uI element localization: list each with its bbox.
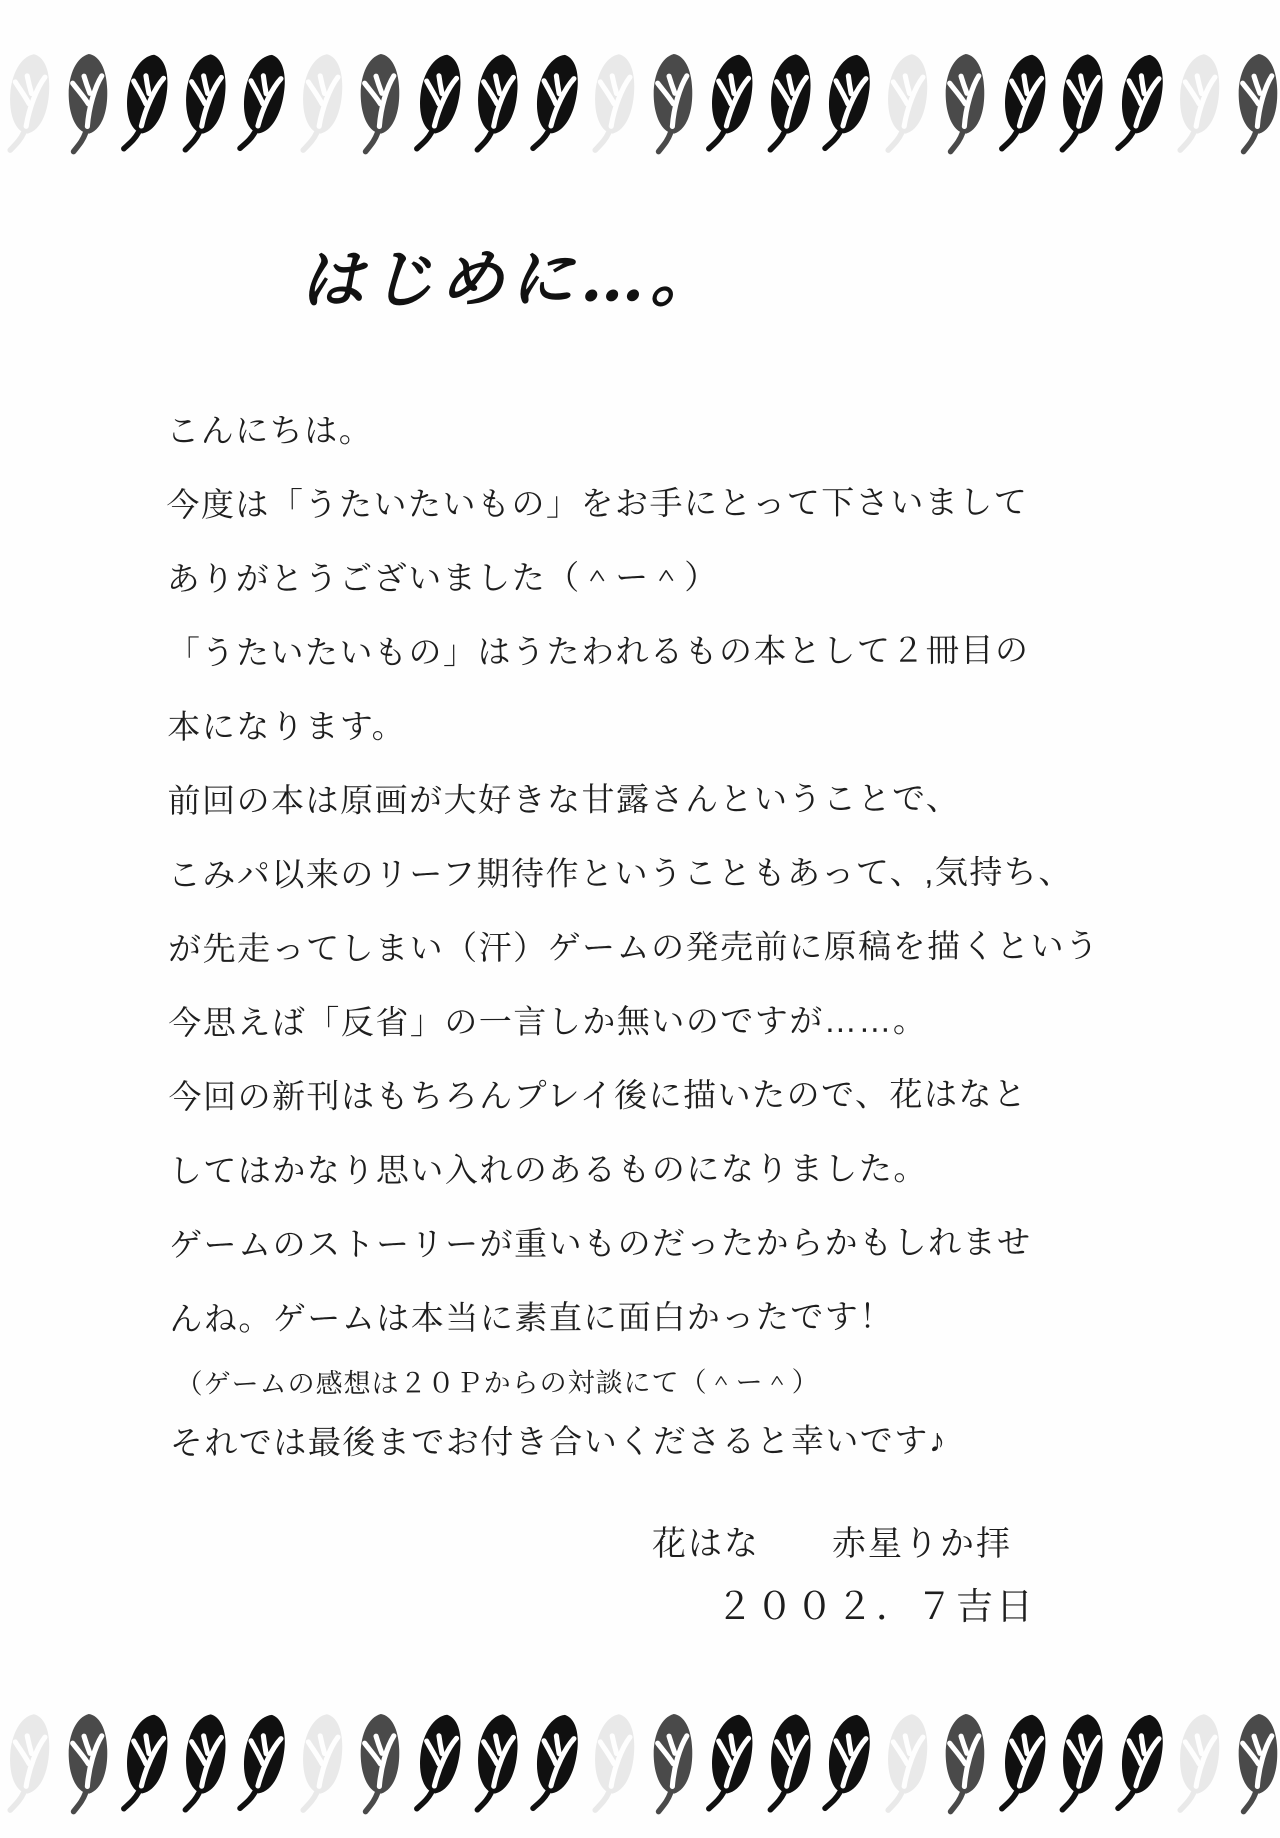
leaf-icon [1111, 1705, 1171, 1818]
leaf-icon [526, 1705, 586, 1818]
leaf-icon [762, 46, 818, 157]
leaf-icon [526, 45, 586, 158]
leaf-icon [233, 1705, 293, 1818]
author-signature: 花はな 赤星りか拝 [652, 1525, 1012, 1563]
leaf-icon [469, 46, 525, 157]
leaf-icon [346, 43, 413, 159]
text-line: こんにちは。 [166, 411, 374, 450]
leaf-border-bottom [0, 1706, 1280, 1824]
leaf-border-top [0, 46, 1280, 164]
leaf-icon [818, 45, 878, 158]
leaf-icon [878, 45, 936, 157]
text-line: 今思えば「反省」の一言しか無いのですが……。 [168, 1001, 928, 1042]
text-line: 「うたいたいもの」はうたわれるもの本として２冊目の [166, 631, 1030, 672]
leaf-icon [1224, 1703, 1280, 1819]
leaf-icon [410, 1705, 468, 1817]
leaf-icon [1170, 45, 1228, 157]
leaf-icon [1054, 1706, 1110, 1817]
leaf-icon [469, 1706, 525, 1817]
leaf-icon [995, 45, 1053, 157]
text-line: 前回の本は原画が大好きな甘露さんということで、 [167, 779, 961, 820]
leaf-icon [0, 1705, 58, 1817]
leaf-icon [410, 45, 468, 157]
text-line: してはかなり思い入れのあるものになりました。 [168, 1149, 928, 1190]
leaf-icon [1111, 45, 1171, 158]
page-title: はじめに…。 [299, 240, 721, 319]
text-line: 今回の新刊はもちろんプレイ後に描いたので、花はなと [168, 1075, 1028, 1116]
leaf-icon [1054, 46, 1110, 157]
text-line: 今度は「うたいたいもの」をお手にとって下さいまして [166, 483, 1029, 524]
leaf-icon [117, 1705, 175, 1817]
text-line: んね。ゲームは本当に素直に面白かったです！ [169, 1297, 894, 1338]
leaf-icon [702, 45, 760, 157]
leaf-icon [54, 1703, 121, 1819]
leaf-icon [177, 1706, 233, 1817]
leaf-icon [762, 1706, 818, 1817]
leaf-icon [233, 45, 293, 158]
leaf-icon [702, 1705, 760, 1817]
leaf-icon [54, 43, 121, 159]
leaf-icon [117, 45, 175, 157]
date-line: ２００２．７吉日 [716, 1586, 1036, 1627]
leaf-icon [639, 1703, 706, 1819]
leaf-icon [293, 45, 351, 157]
leaf-icon [1224, 43, 1280, 159]
leaf-icon [995, 1705, 1053, 1817]
leaf-icon [931, 43, 998, 159]
text-line: が先走ってしまい（汗）ゲームの発売前に原稿を描くという [167, 927, 1100, 968]
leaf-icon [293, 1705, 351, 1817]
text-line: それでは最後までお付き合いくださると幸いです♪ [169, 1421, 947, 1462]
leaf-icon [585, 45, 643, 157]
text-line: ゲームのストーリーが重いものだったからかもしれませ [169, 1223, 1032, 1264]
leaf-icon [931, 1703, 998, 1819]
leaf-icon [1170, 1705, 1228, 1817]
leaf-icon [639, 43, 706, 159]
leaf-icon [346, 1703, 413, 1819]
text-line: ありがとうございました（＾ー＾） [166, 558, 719, 598]
leaf-icon [878, 1705, 936, 1817]
leaf-icon [0, 45, 58, 157]
body-text [166, 392, 1100, 1475]
leaf-icon [177, 46, 233, 157]
leaf-icon [585, 1705, 643, 1817]
text-line: こみパ以来のリーフ期待作ということもあって、,気持ち、 [167, 853, 1073, 894]
leaf-icon [818, 1705, 878, 1818]
text-line: 本になります。 [167, 707, 407, 746]
text-line: （ゲームの感想は２０Ｐからの対談にて（＾ー＾） [175, 1367, 820, 1400]
